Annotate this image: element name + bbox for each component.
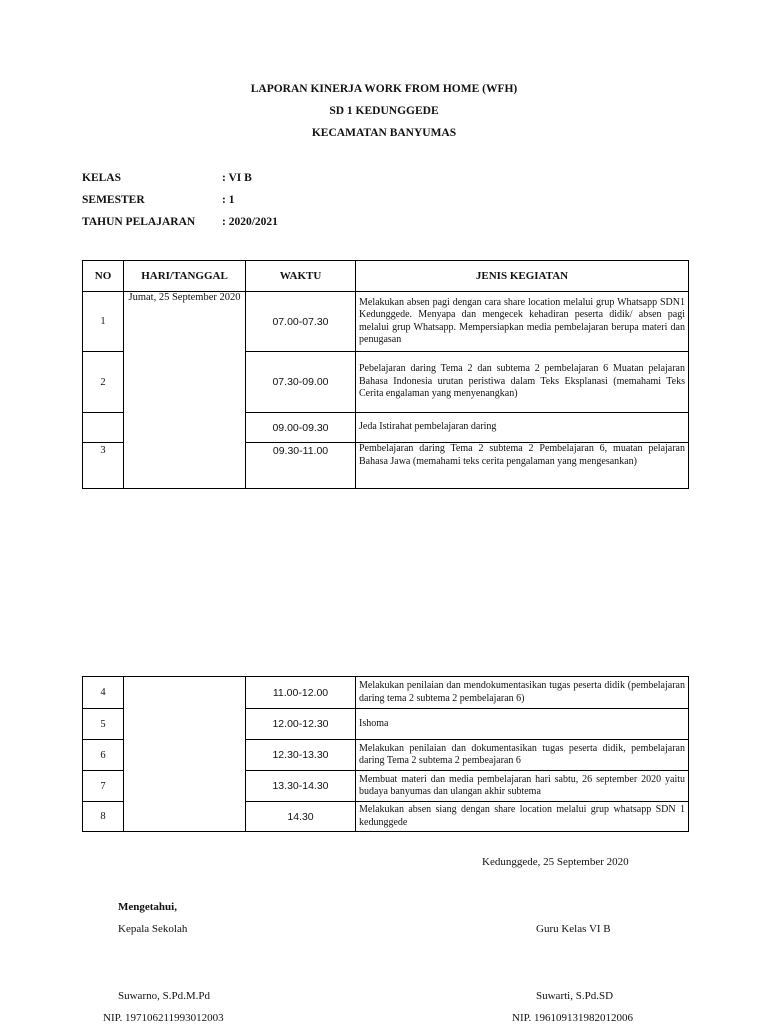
- district-name: KECAMATAN BANYUMAS: [311, 127, 457, 139]
- report-title: LAPORAN KINERJA WORK FROM HOME (WFH): [250, 83, 518, 95]
- school-year-label: TAHUN PELAJARAN: [82, 216, 196, 228]
- col-header-time: WAKTU: [246, 261, 356, 292]
- row-no: 6: [83, 740, 124, 771]
- row-time: 13.30-14.30: [246, 771, 356, 802]
- principal-name: Suwarno, S.Pd.M.Pd: [118, 990, 210, 1002]
- principal-role: Kepala Sekolah: [118, 923, 188, 935]
- row-activity: Melakukan absen pagi dengan cara share location melalui grup Whatsapp SDN1 Kedunggede. Menyapa dan mengecek kehadiran peserta didik/ absen pagi melalui grup Whatsapp. Mempersiapkan media pembelajaran berupa materi dan penugasan: [356, 292, 689, 352]
- col-header-date: HARI/TANGGAL: [124, 261, 246, 292]
- row-time: 12.00-12.30: [246, 709, 356, 740]
- day-date-cell-empty: [124, 677, 246, 832]
- teacher-name: Suwarti, S.Pd.SD: [536, 990, 614, 1002]
- row-time: 07.30-09.00: [246, 352, 356, 413]
- principal-nip: NIP. 197106211993012003: [103, 1012, 224, 1024]
- row-activity: Pembelajaran daring Tema 2 subtema 2 Pembelajaran 6, muatan pelajaran Bahasa Jawa (memahami teks cerita pengalaman yang mengesankan): [356, 443, 689, 489]
- row-no: 7: [83, 771, 124, 802]
- row-activity: Melakukan absen siang dengan share location melalui grup whatsapp SDN 1 kedunggede: [356, 802, 689, 832]
- table-row: [83, 677, 689, 709]
- row-no: 4: [83, 677, 124, 709]
- acknowledged-label: Mengetahui,: [118, 901, 177, 913]
- row-activity: Melakukan penilaian dan mendokumentasikan tugas peserta didik (pembelajaran daring tema 2 subtema 2 pembelajaran 6): [356, 677, 689, 709]
- row-no: 2: [83, 352, 124, 413]
- semester-label: SEMESTER: [82, 194, 145, 206]
- class-label: KELAS: [82, 172, 121, 184]
- row-no: 8: [83, 802, 124, 832]
- col-header-activity: JENIS KEGIATAN: [356, 261, 689, 292]
- row-no: 3: [83, 443, 124, 489]
- row-time: 09.30-11.00: [246, 443, 356, 489]
- row-activity: Jeda Istirahat pembelajaran daring: [356, 413, 689, 443]
- table-row: [83, 292, 689, 352]
- activity-table-part1: [82, 260, 689, 489]
- class-value: : VI B: [222, 172, 252, 184]
- row-no: 1: [83, 292, 124, 352]
- teacher-nip: NIP. 196109131982012006: [512, 1012, 634, 1024]
- row-activity: Melakukan penilaian dan dokumentasikan tugas peserta didik, pembelajaran daring Tema 2 subtema 2 pembeajaran 6: [356, 740, 689, 771]
- col-header-no: NO: [83, 261, 124, 292]
- day-date-cell: Jumat, 25 September 2020: [124, 292, 246, 489]
- row-no: [83, 413, 124, 443]
- school-year-value: : 2020/2021: [222, 216, 278, 228]
- row-activity: Pebelajaran daring Tema 2 dan subtema 2 pembelajaran 6 Muatan pelajaran Bahasa Indonesia urutan peristiwa dalam Teks Eksplanasi (memahami Teks Cerita engalaman yang menyenangkan): [356, 352, 689, 413]
- activity-table-part2: [82, 676, 689, 832]
- row-time: 09.00-09.30: [246, 413, 356, 443]
- row-time: 14.30: [246, 802, 356, 832]
- school-name: SD 1 KEDUNGGEDE: [329, 105, 439, 117]
- row-time: 11.00-12.00: [246, 677, 356, 709]
- teacher-role: Guru Kelas VI B: [536, 923, 611, 935]
- row-activity: Ishoma: [356, 709, 689, 740]
- row-time: 07.00-07.30: [246, 292, 356, 352]
- row-activity: Membuat materi dan media pembelajaran hari sabtu, 26 september 2020 yaitu budaya banyumas dan ulangan akhir subtema: [356, 771, 689, 802]
- row-no: 5: [83, 709, 124, 740]
- semester-value: : 1: [222, 194, 235, 206]
- row-time: 12.30-13.30: [246, 740, 356, 771]
- place-date: Kedunggede, 25 September 2020: [482, 856, 629, 868]
